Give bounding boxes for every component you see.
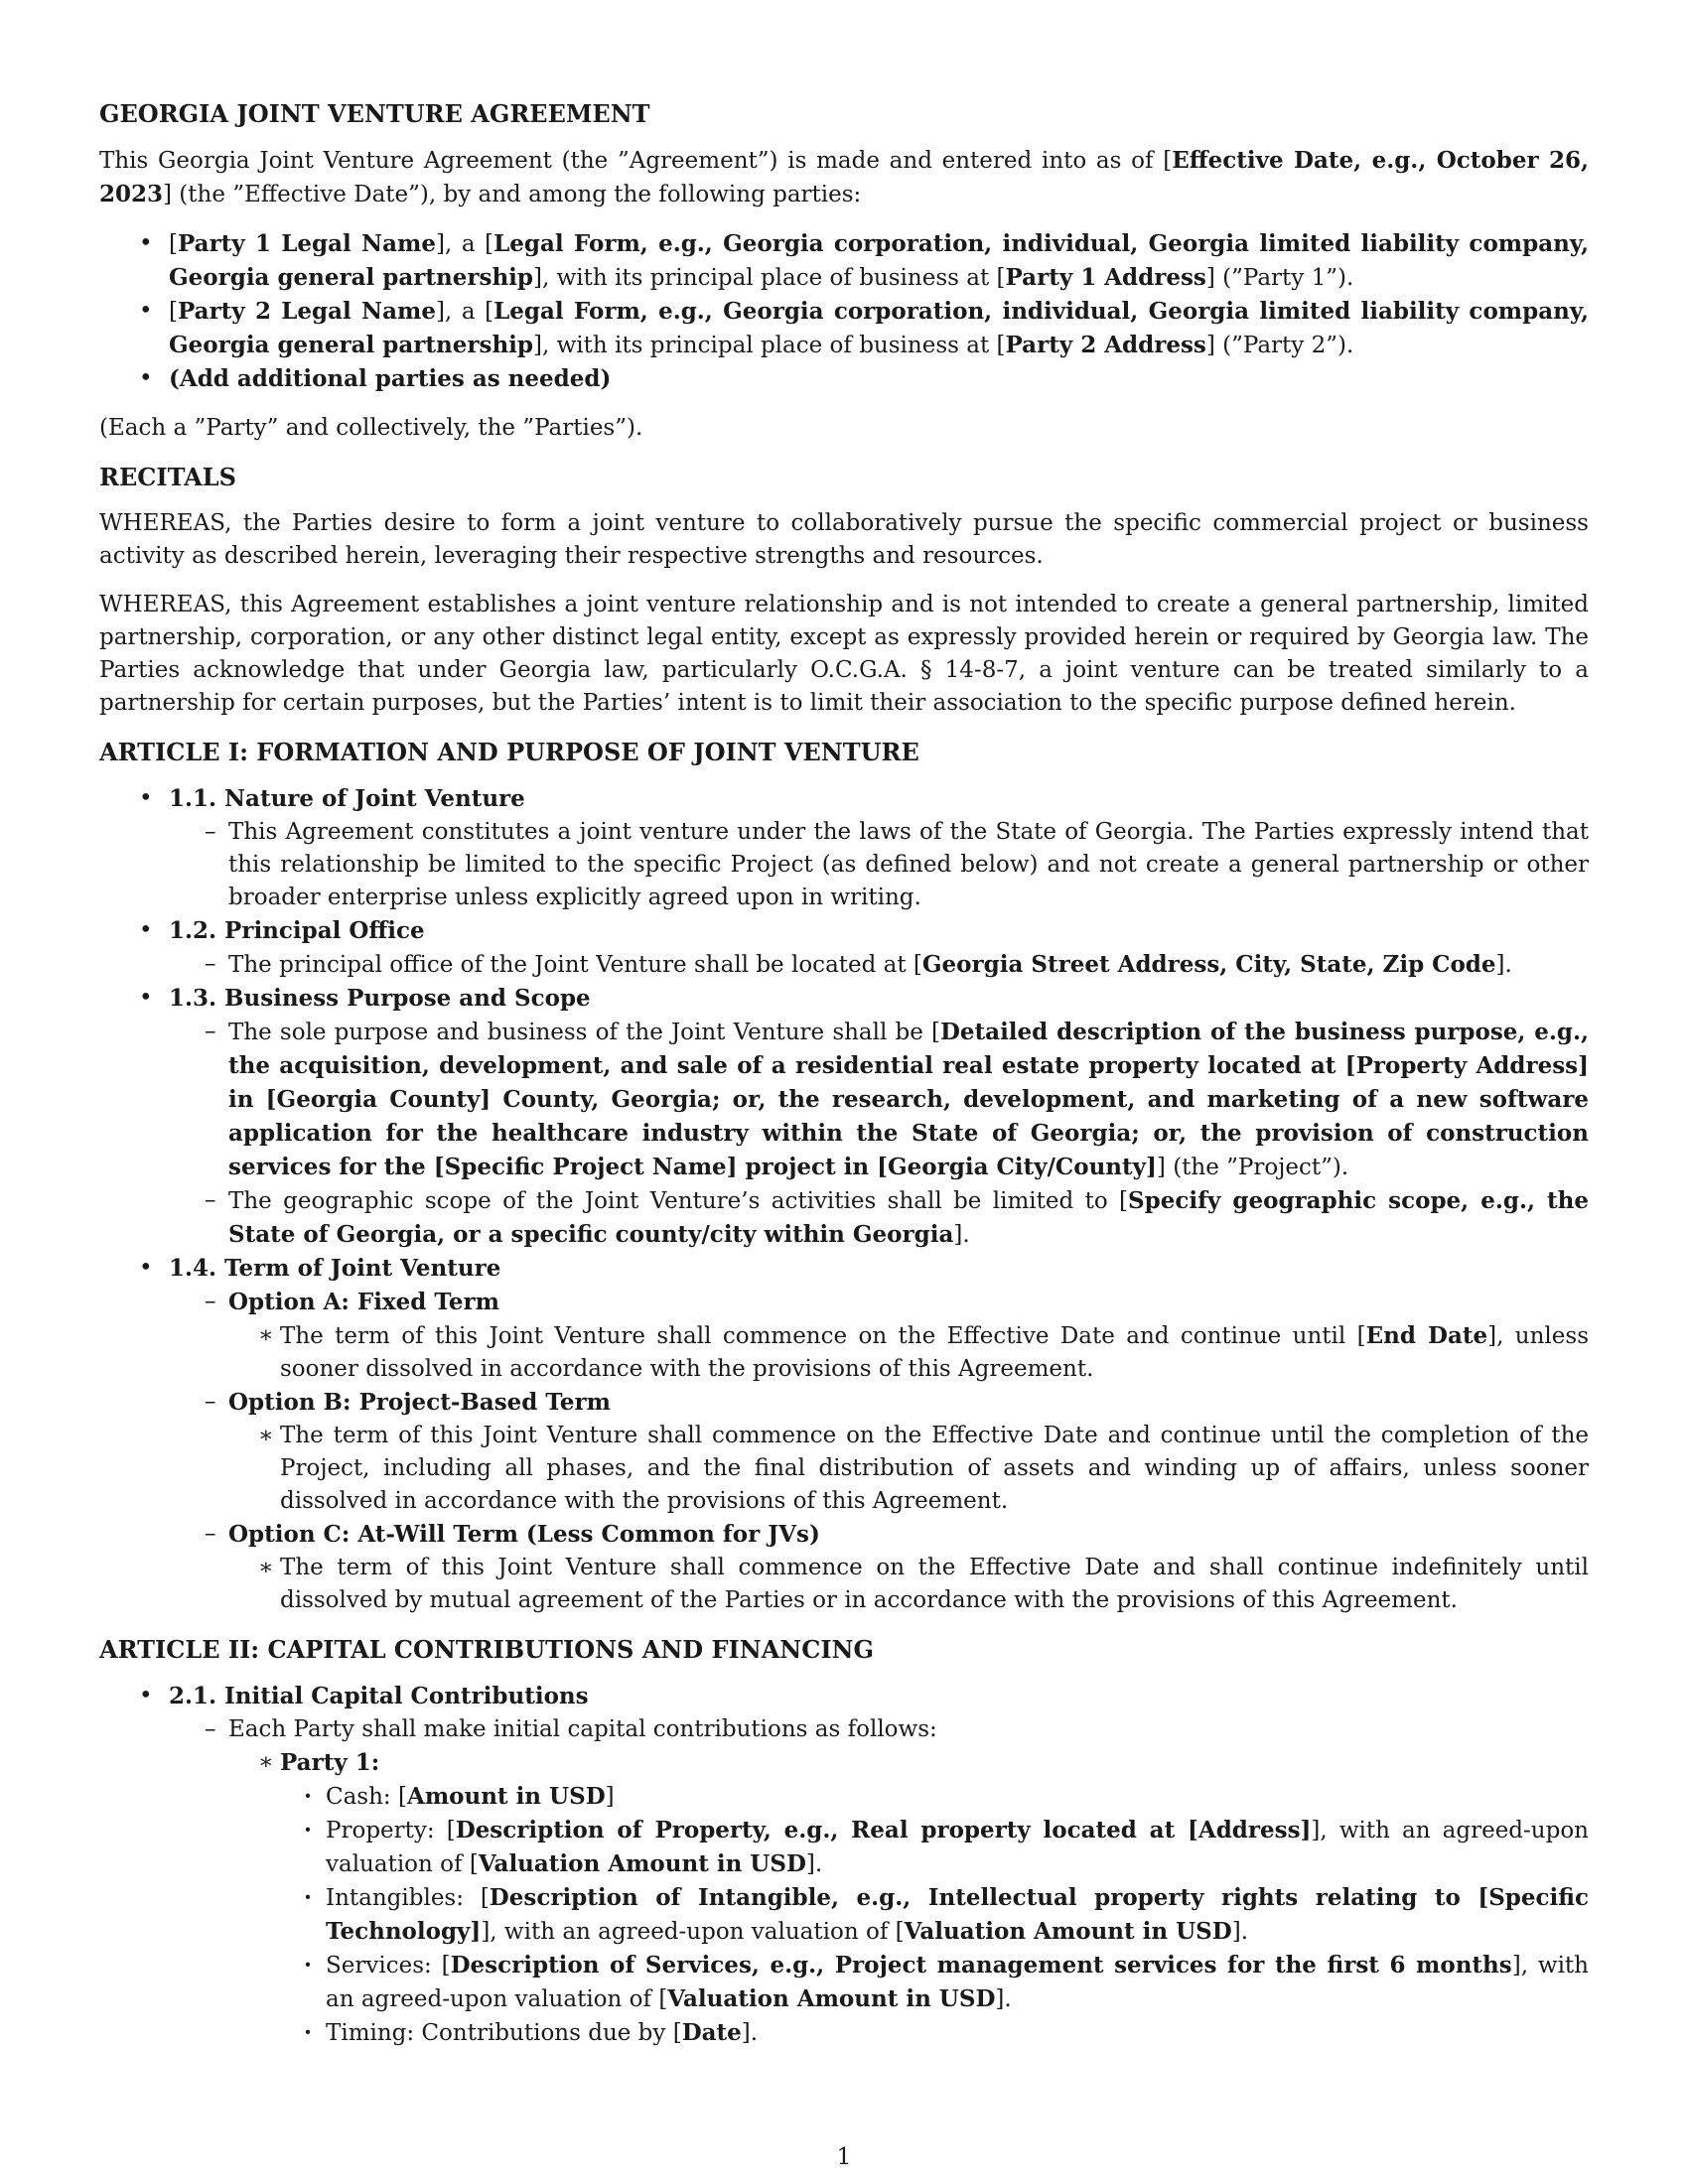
document-page <box>99 97 1589 2066</box>
recital-paragraph: WHEREAS, the Parties desire to form a joint venture to collaboratively pursue the specific commercial project or business activity as described herein, leveraging their respective strengths and resources. <box>99 510 1589 569</box>
clause-item: – The principal office of the Joint Venture shall be located at [Georgia Street Address, City, State, Zip Code]. <box>169 948 1589 982</box>
contribution-item: · Property: [Description of Property, e.g., Real property located at [Address]], with an agreed-upon valuation of [Valuation Amount in USD]. <box>280 1814 1589 1881</box>
page-number: 1 <box>836 2144 852 2170</box>
party-contribution: ∗ Party 1: · Cash: [Amount in USD] · Property: [Description of Property, e.g., Real property located at [Address]], with an agreed-upon valuation of [Valuation Amount in USD]. · Intangibles: [Description of Intangible, e.g., Intellectual property rights relating to [Specific Technology]], with an agreed-upon valuation of [Valuation Amount in USD]. · Services: [Description of Services, e.g., Project management services for the first 6 months], with an agreed-upon valuation of [Valuation Amount in USD]. · Timing: Contributions due by [Date]. <box>228 1746 1589 2050</box>
section-item <box>99 1252 1589 1617</box>
document-title: GEORGIA JOINT VENTURE AGREEMENT <box>99 99 650 128</box>
article-1-sections <box>99 782 1589 1617</box>
article-2-sections <box>99 1680 1589 2050</box>
clause-item: ∗ The term of this Joint Venture shall commence on the Effective Date and shall continue indefinitely until dissolved by mutual agreement of the Parties or in accordance with the provisions of this Agreement. <box>228 1552 1589 1617</box>
recital-paragraph: WHEREAS, this Agreement establishes a joint venture relationship and is not intended to create a general partnership, limited partnership, corporation, or any other distinct legal entity, except as expressly provided herein or required by Georgia law. The Parties acknowledge that under Georgia law, particularly O.C.G.A. § 14-8-7, a joint venture can be treated similarly to a partnership for certain purposes, but the Parties’ intent is to limit their association to the specific purpose defined herein. <box>99 592 1589 716</box>
section-title: 1.2. Principal Office <box>169 917 425 944</box>
section-title: 1.4. Term of Joint Venture <box>169 1255 501 1282</box>
contribution-item: · Services: [Description of Services, e.g., Project management services for the first 6 months], with an agreed-upon valuation of [Valuation Amount in USD]. <box>280 1949 1589 2016</box>
clause-item: – Each Party shall make initial capital contributions as follows: ∗ Party 1: · Cash: [Amount in USD] · Property: [Description of Property, e.g., Real property located at [Address]], with an agreed-upon valuation of [Valuation Amount in USD]. · Intangibles: [Description of Intangible, e.g., Intellectual property rights relating to [Specific Technology]], with an agreed-upon valuation of [Valuation Amount in USD]. · Services: [Description of Services, e.g., Project management services for the first 6 months], with an agreed-upon valuation of [Valuation Amount in USD]. · Timing: Contributions due by [Date]. <box>169 1713 1589 2050</box>
section-title: 1.1. Nature of Joint Venture <box>169 785 525 812</box>
option-item: – Option B: Project-Based Term ∗ The term of this Joint Venture shall commence on the Effective Date and continue until the completion of the Project, including all phases, and the final distribution of assets and winding up of affairs, unless sooner dissolved in accordance with the provisions of this Agreement. <box>169 1386 1589 1518</box>
contribution-item: · Cash: [Amount in USD] <box>280 1780 1589 1814</box>
section-title: 2.1. Initial Capital Contributions <box>169 1683 589 1709</box>
section-item <box>99 982 1589 1252</box>
party-item: • (Add additional parties as needed) <box>99 362 1589 396</box>
contribution-item: · Intangibles: [Description of Intangible, e.g., Intellectual property rights relating to [Specific Technology]], with an agreed-upon valuation of [Valuation Amount in USD]. <box>280 1881 1589 1949</box>
option-item: – Option A: Fixed Term ∗ The term of this Joint Venture shall commence on the Effective Date and continue until [End Date], unless sooner dissolved in accordance with the provisions of this Agreement. <box>169 1286 1589 1386</box>
article-heading: ARTICLE I: FORMATION AND PURPOSE OF JOINT VENTURE <box>99 738 919 766</box>
article-heading: ARTICLE II: CAPITAL CONTRIBUTIONS AND FINANCING <box>99 1635 874 1664</box>
intro-paragraph: This Georgia Joint Venture Agreement (the ”Agreement”) is made and entered into as of [Effective Date, e.g., October 26, 2023] (the ”Effective Date”), by and among the following parties: <box>99 147 1590 207</box>
clause-item: – The sole purpose and business of the Joint Venture shall be [Detailed description of the business purpose, e.g., the acquisition, development, and sale of a residential real estate property located at [Property Address] in [Georgia County] County, Georgia; or, the research, development, and marketing of a new software application for the healthcare industry within the State of Georgia; or, the provision of construction services for the [Specific Project Name] project in [Georgia City/County]] (the ”Project”). <box>169 1016 1589 1184</box>
parties-list <box>99 227 1589 396</box>
party-item: • [Party 1 Legal Name], a [Legal Form, e.g., Georgia corporation, individual, Georgia limited liability company, Georgia general partnership], with its principal place of business at [Party 1 Address] (”Party 1”). <box>99 227 1589 295</box>
clause-item: ∗ The term of this Joint Venture shall commence on the Effective Date and continue until [End Date], unless sooner dissolved in accordance with the provisions of this Agreement. <box>228 1319 1589 1386</box>
section-item <box>99 782 1589 914</box>
clause-item: – The geographic scope of the Joint Venture’s activities shall be limited to [Specify geographic scope, e.g., the State of Georgia, or a specific county/city within Georgia]. <box>169 1184 1589 1252</box>
party-item: • [Party 2 Legal Name], a [Legal Form, e.g., Georgia corporation, individual, Georgia limited liability company, Georgia general partnership], with its principal place of business at [Party 2 Address] (”Party 2”). <box>99 295 1589 362</box>
parties-definition: (Each a ”Party” and collectively, the ”Parties”). <box>99 415 643 441</box>
section-item <box>99 914 1589 982</box>
clause-item: – This Agreement constitutes a joint venture under the laws of the State of Georgia. The Parties expressly intend that this relationship be limited to the specific Project (as defined below) and not create a general partnership or other broader enterprise unless explicitly agreed upon in writing. <box>169 816 1589 914</box>
contribution-item: · Timing: Contributions due by [Date]. <box>280 2016 1589 2050</box>
clause-item: ∗ The term of this Joint Venture shall commence on the Effective Date and continue until the completion of the Project, including all phases, and the final distribution of assets and winding up of affairs, unless sooner dissolved in accordance with the provisions of this Agreement. <box>228 1420 1589 1518</box>
section-item <box>99 1680 1589 2050</box>
recitals-heading: RECITALS <box>99 463 236 491</box>
section-title: 1.3. Business Purpose and Scope <box>169 985 591 1012</box>
option-item: – Option C: At-Will Term (Less Common for JVs) ∗ The term of this Joint Venture shall commence on the Effective Date and shall continue indefinitely until dissolved by mutual agreement of the Parties or in accordance with the provisions of this Agreement. <box>169 1518 1589 1617</box>
